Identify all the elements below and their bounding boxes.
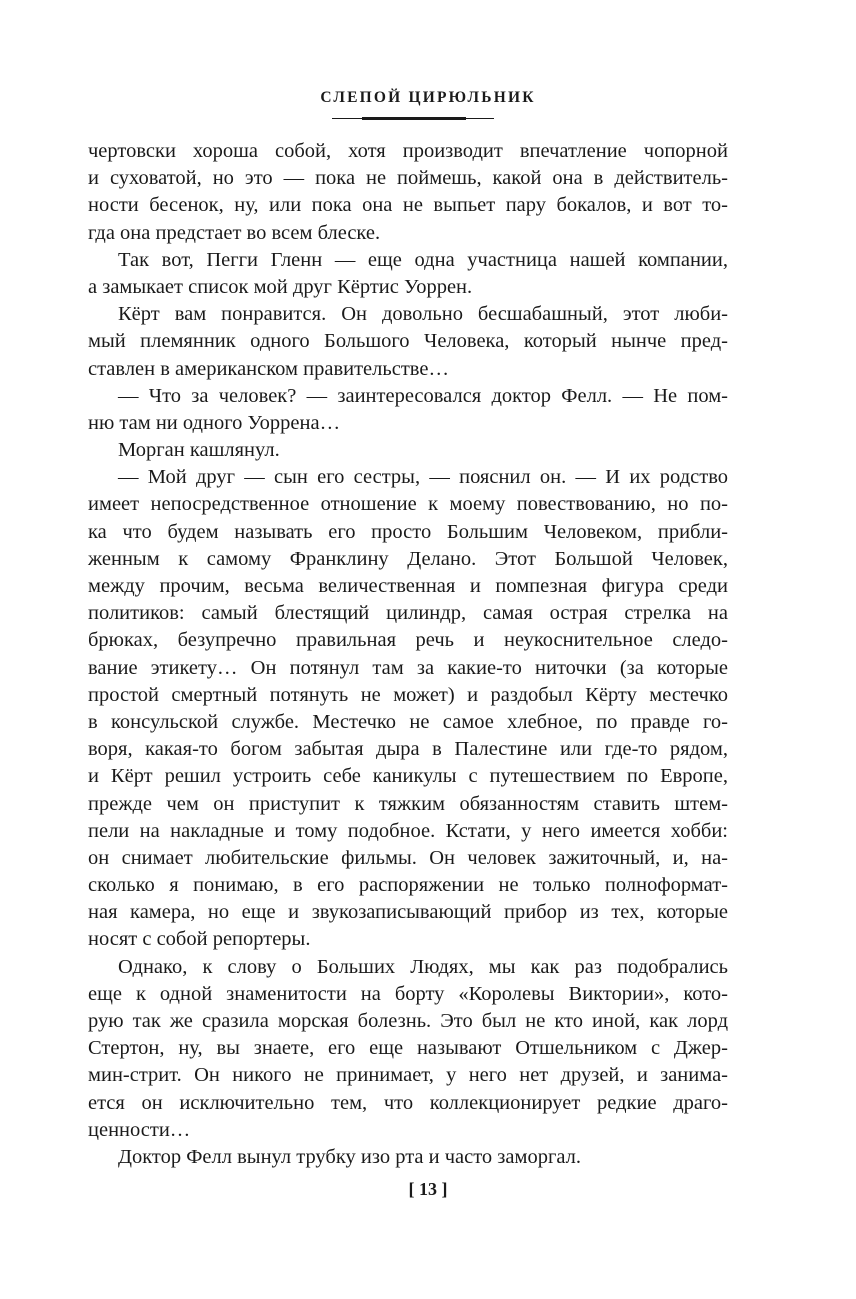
running-head-rule-bold (362, 117, 466, 120)
text-line: прежде чем он приступит к тяжким обязанностям ставить штем- (88, 792, 728, 815)
text-line: ная камера, но еще и звукозаписывающий прибор из тех, которые (88, 901, 728, 924)
text-line: Доктор Фелл вынул трубку изо рта и часто заморгал. (118, 1145, 582, 1168)
text-line: гда она предстает во всем блеске. (88, 221, 381, 244)
text-line: еще к одной знаменитости на борту «Королевы Виктории», кото- (88, 982, 728, 1005)
running-head (0, 88, 856, 108)
text-line: ка что будем называть его просто Большим Человеком, прибли- (88, 520, 728, 543)
text-line: Морган кашлянул. (118, 439, 280, 462)
text-line: Однако, к слову о Больших Людях, мы как раз подобрались (118, 955, 728, 978)
text-line: — Что за человек? — заинтересовался доктор Фелл. — Не пом- (118, 384, 728, 407)
text-line: чертовски хороша собой, хотя производит впечатление чопорной (88, 140, 728, 162)
page-number: [ 13 ] (408, 1179, 448, 1199)
text-line: воря, какая-то богом забытая дыра в Палестине или где-то рядом, (88, 738, 728, 761)
text-line: политиков: самый блестящий цилиндр, самая острая стрелка на (88, 602, 728, 625)
text-line: пели на накладные и тому подобное. Кстати, у него имеется хобби: (88, 819, 728, 842)
text-line: — Мой друг — сын его сестры, — пояснил он. — И их родство (118, 466, 728, 489)
text-line: а замыкает список мой друг Кёртис Уоррен. (88, 275, 473, 298)
text-line: ется он исключительно тем, что коллекционирует редкие драго- (88, 1091, 728, 1114)
running-head-title: СЛЕПОЙ ЦИРЮЛЬНИК (320, 89, 536, 106)
text-line: имеет непосредственное отношение к моему повествованию, но по- (88, 493, 728, 516)
text-line: ценности… (88, 1118, 191, 1141)
text-line: Стертон, ну, вы знаете, его еще называют Отшельником с Джер- (88, 1037, 728, 1060)
text-line: мый племянник одного Большого Человека, который нынче пред- (88, 330, 728, 353)
text-line: в консульской службе. Местечко не самое хлебное, по правде го- (88, 710, 728, 733)
text-line: и суховатой, но это — пока не поймешь, какой она в действитель- (88, 167, 728, 190)
text-line: мин-стрит. Он никого не принимает, у него нет друзей, и занима- (88, 1064, 728, 1087)
text-line: ню там ни одного Уоррена… (88, 411, 341, 434)
text-line: носят с собой репортеры. (88, 928, 311, 951)
text-line: Так вот, Пегги Гленн — еще одна участница нашей компании, (118, 248, 728, 271)
text-line: ставлен в американском правительстве… (88, 357, 449, 380)
text-line: и Кёрт решил устроить себе каникулы с путешествием по Европе, (88, 765, 728, 788)
text-line: простой смертный потянуть не может) и раздобыл Кёрту местечко (88, 683, 728, 706)
text-line: сколько я понимаю, в его распоряжении не только полноформат- (88, 874, 728, 897)
text-line: рую так же сразила морская болезнь. Это был не кто иной, как лорд (88, 1010, 728, 1032)
text-line: он снимает любительские фильмы. Он человек зажиточный, и, на- (88, 846, 728, 869)
text-line: ности бесенок, ну, или пока она не выпьет пару бокалов, и вот то- (88, 194, 728, 217)
text-line: Кёрт вам понравится. Он довольно бесшабашный, этот люби- (118, 303, 728, 326)
text-line: женным к самому Франклину Делано. Этот Большой Человек, (88, 547, 728, 570)
text-line: вание этикету… Он потянул там за какие-то ниточки (за которые (88, 656, 728, 679)
text-line: брюках, безупречно правильная речь и неукоснительное следо- (88, 629, 728, 652)
text-line: между прочим, весьма величественная и помпезная фигура среди (88, 575, 728, 597)
body-text (88, 138, 728, 1171)
